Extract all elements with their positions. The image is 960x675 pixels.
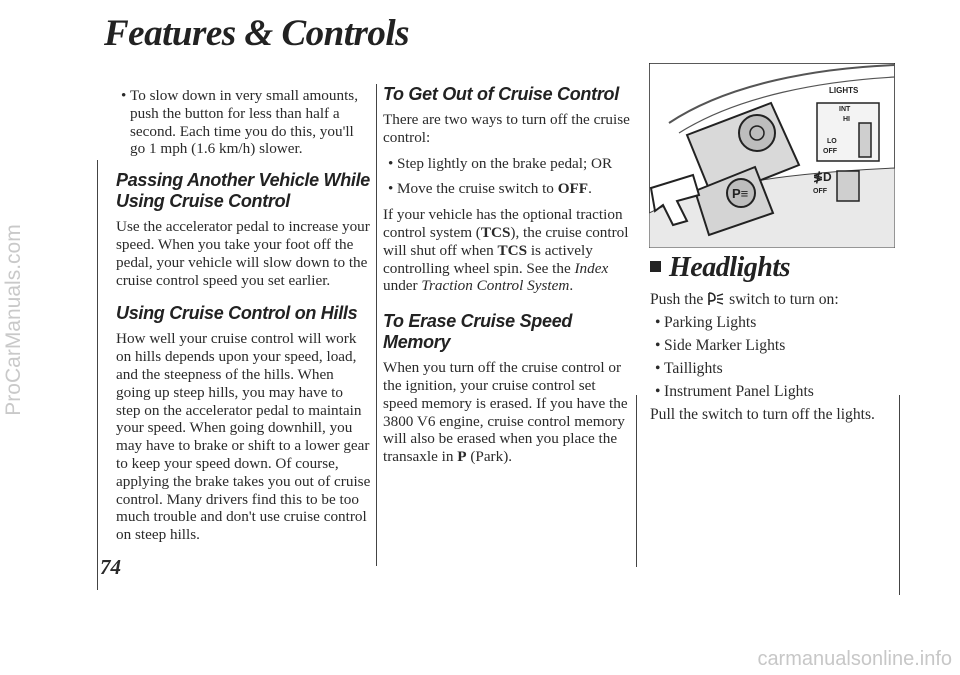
hi-label: HI [843, 116, 850, 123]
column-divider-2 [636, 395, 637, 567]
svg-text:P≡: P≡ [732, 186, 749, 201]
switch-off-bullet: • Move the cruise switch to OFF. [383, 180, 630, 198]
list-item: • Side Marker Lights [650, 336, 895, 355]
column-divider-1 [376, 84, 377, 566]
off-label-2: OFF [813, 188, 827, 195]
page-title: Features & Controls [104, 13, 410, 54]
brake-bullet: • Step lightly on the brake pedal; OR [383, 155, 630, 173]
tcs-paragraph: If your vehicle has the optional traction control system (TCS), the cruise control will shut off when TCS is actively controlling wheel spin. See the Index under Traction Control System. [383, 206, 629, 295]
bottom-watermark: carmanualsonline.info [757, 648, 952, 670]
side-watermark: ProCarManuals.com [2, 224, 25, 416]
passing-heading: Passing Another Vehicle While Using Cruise Control [116, 170, 371, 212]
int-label: INT [839, 106, 851, 113]
off-label-1: OFF [823, 148, 837, 155]
list-item: • Instrument Panel Lights [650, 382, 895, 401]
right-margin-rule [899, 395, 900, 595]
lo-label: LO [827, 138, 837, 145]
passing-paragraph: Use the accelerator pedal to increase your speed. When you take your foot off the pedal, your vehicle will slow down to the cruise control speed you set earlier. [116, 218, 370, 289]
headlamp-switch-icon [707, 291, 725, 307]
headlights-heading: Headlights [650, 252, 895, 284]
push-switch-text: Push the switch to turn on: [650, 291, 839, 308]
left-margin-rule [97, 160, 98, 590]
pull-switch-text: Pull the switch to turn off the lights. [650, 406, 875, 423]
lights-label: LIGHTS [829, 86, 859, 95]
list-item: • Parking Lights [650, 313, 895, 332]
hills-paragraph: How well your cruise control will work on hills depends upon your speed, load, and the steepness of the hills. When going up steep hills, you may have to step on the accelerator pedal to maintain your speed. When going downhill, you may have to brake or shift to a lower gear to keep your speed down. Of course, applying the brake takes you out of cruise control. Many drivers find this to be too much trouble and don't use cruise control on steep hills. [116, 330, 371, 544]
page-number: 74 [100, 555, 121, 579]
hills-heading: Using Cruise Control on Hills [116, 303, 358, 324]
column-2 [383, 84, 630, 474]
get-out-intro: There are two ways to turn off the cruise control: [383, 111, 630, 146]
column-1 [116, 87, 371, 552]
list-item: • Taillights [650, 359, 895, 378]
column-3 [650, 252, 895, 428]
erase-paragraph: When you turn off the cruise control or the ignition, your cruise control set speed memory is erased. If you have the 3800 V6 engine, cruise control memory will also be erased when you place the transaxle in P (Park). [383, 359, 628, 466]
svg-text:≸D: ≸D [813, 170, 832, 184]
headlight-switch-illustration [649, 63, 895, 248]
square-bullet-icon [650, 261, 661, 272]
slow-down-bullet: • To slow down in very small amounts, push the button for less than half a second. Each time you do this, you'll go 1 mph (1.6 km/h) slower. [116, 87, 371, 158]
erase-heading: To Erase Cruise Speed Memory [383, 311, 573, 353]
get-out-heading: To Get Out of Cruise Control [383, 84, 619, 104]
